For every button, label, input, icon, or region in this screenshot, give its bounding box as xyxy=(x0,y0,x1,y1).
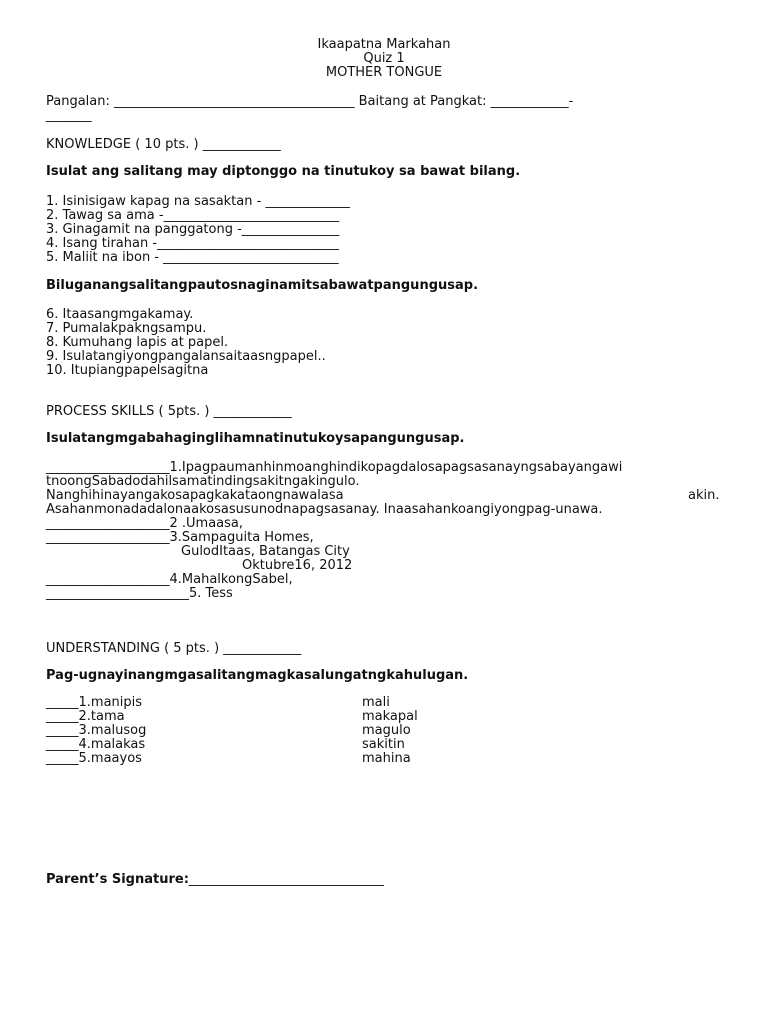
signature-label: Parent’s Signature: xyxy=(46,872,189,887)
knowledge-item-1: 1. Isinisigaw kapag na sasaktan - _____________ xyxy=(46,194,350,209)
letter-line-8: Oktubre16, 2012 xyxy=(242,558,353,573)
match-item-a-4: _____4.malakas xyxy=(46,737,146,752)
knowledge-item-9: 9. Isulatangiyongpangalansaitaasngpapel.. xyxy=(46,349,326,364)
understanding-instruction: Pag-ugnayinangmgasalitangmagkasalungatngkahulugan. xyxy=(46,668,469,683)
process-instruction: Isulatangmgabahaginglihamnatinutukoysapangungusap. xyxy=(46,431,465,446)
knowledge-item-6: 6. Itaasangmgakamay. xyxy=(46,307,194,322)
header-subject: MOTHER TONGUE xyxy=(325,65,443,80)
header-quiz: Quiz 1 xyxy=(363,51,405,66)
letter-line-5: ___________________2 .Umaasa, xyxy=(46,516,244,531)
signature-line xyxy=(46,872,384,887)
knowledge-instruction-1: Isulat ang salitang may diptonggo na tinutukoy sa bawat bilang. xyxy=(46,164,521,179)
letter-line-3-right: akin. xyxy=(688,488,720,503)
knowledge-item-7: 7. Pumalakpakngsampu. xyxy=(46,321,207,336)
letter-line-4: Asahanmonadadalonaakosasusunodnapagsasanay. Inaasahankoangiyongpag-unawa. xyxy=(46,502,603,517)
letter-line-1: ___________________1.Ipagpaumanhinmoanghindikopagdalosapagsasanayngsabayangawi xyxy=(46,460,623,475)
knowledge-item-3: 3. Ginagamit na panggatong -_______________ xyxy=(46,222,340,237)
knowledge-item-5: 5. Maliit na ibon - ___________________________ xyxy=(46,250,339,265)
letter-line-2: tnoongSabadodahilsamatindingsakitngakingulo. xyxy=(46,474,360,489)
signature-blank: ______________________________ xyxy=(188,872,384,887)
header-quarter: Ikaapatna Markahan xyxy=(317,37,451,52)
match-item-b-5: mahina xyxy=(362,751,411,766)
letter-line-7: GulodItaas, Batangas City xyxy=(181,544,350,559)
match-item-a-3: _____3.malusog xyxy=(46,723,147,738)
letter-line-10: ______________________5. Tess xyxy=(46,586,233,601)
knowledge-item-10: 10. Itupiangpapelsagitna xyxy=(46,363,209,378)
knowledge-heading: KNOWLEDGE ( 10 pts. ) ____________ xyxy=(46,137,281,152)
match-item-b-4: sakitin xyxy=(362,737,405,752)
knowledge-instruction-2: Biluganangsalitangpautosnaginamitsabawatpangungusap. xyxy=(46,278,479,293)
match-item-b-3: magulo xyxy=(362,723,411,738)
name-grade-line-continuation: _______ xyxy=(46,108,92,123)
knowledge-item-4: 4. Isang tirahan -____________________________ xyxy=(46,236,340,251)
letter-line-6: ___________________3.Sampaguita Homes, xyxy=(46,530,314,545)
match-item-a-1: _____1.manipis xyxy=(46,695,143,710)
match-item-a-2: _____2.tama xyxy=(46,709,125,724)
knowledge-item-2: 2. Tawag sa ama -___________________________ xyxy=(46,208,340,223)
name-grade-line: Pangalan: _____________________________________ Baitang at Pangkat: ____________- xyxy=(46,94,574,109)
match-item-a-5: _____5.maayos xyxy=(46,751,142,766)
process-heading: PROCESS SKILLS ( 5pts. ) ____________ xyxy=(46,404,292,419)
letter-line-3-left: Nanghihinayangakosapagkakataongnawalasa xyxy=(46,488,344,503)
knowledge-item-8: 8. Kumuhang lapis at papel. xyxy=(46,335,229,350)
understanding-heading: UNDERSTANDING ( 5 pts. ) ____________ xyxy=(46,641,302,656)
letter-line-9: ___________________4.MahalkongSabel, xyxy=(46,572,293,587)
match-item-b-1: mali xyxy=(362,695,390,710)
match-item-b-2: makapal xyxy=(362,709,418,724)
